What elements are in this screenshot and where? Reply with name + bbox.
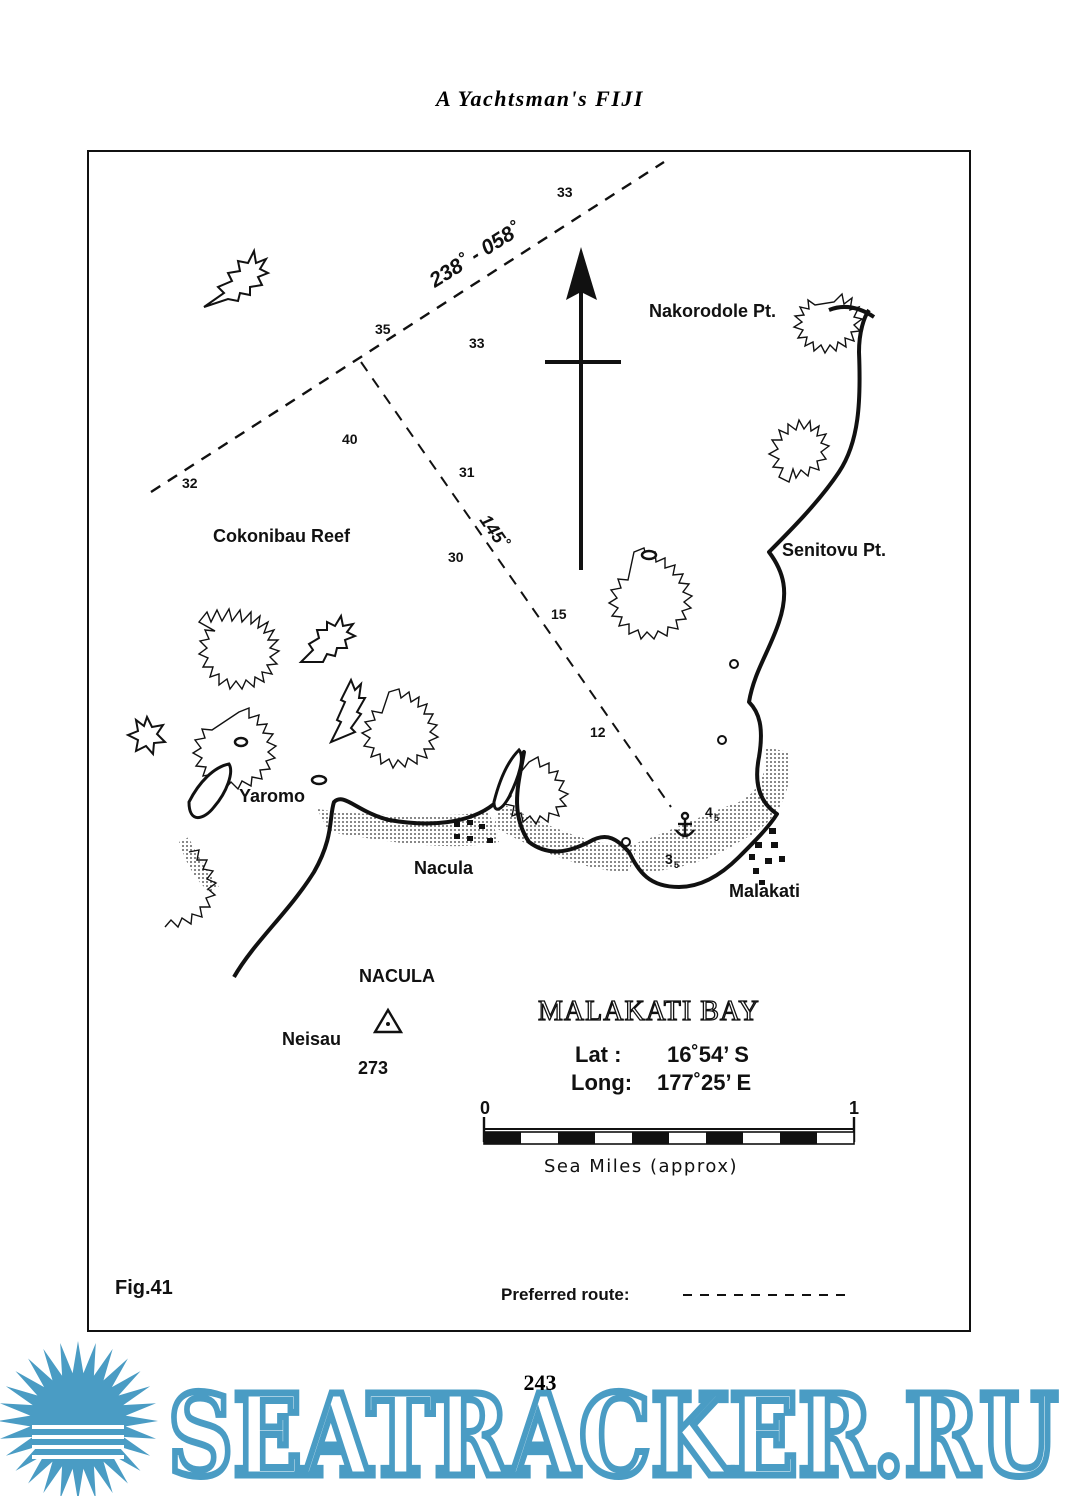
page-header-title: A Yachtsman's FIJI [436, 86, 644, 111]
sounding-15: 15 [551, 606, 567, 622]
leading-line-238-058 [151, 162, 664, 492]
scale-start: 0 [480, 1098, 491, 1118]
neisau-peak-icon [375, 1010, 401, 1032]
nautical-chart [89, 152, 969, 1330]
label-cokonibau-reef: Cokonibau Reef [213, 526, 351, 546]
islet-senitovu [642, 551, 656, 559]
reef-edge-east [794, 294, 862, 353]
latitude-value: 16˚54’ S [667, 1042, 749, 1067]
reef-edge-nacula-bay [362, 689, 568, 824]
malakati-village-symbol [749, 828, 785, 885]
reef-edge-east-lower [769, 420, 829, 482]
longitude-value: 177˚25’ E [657, 1070, 752, 1095]
sounding-30: 30 [448, 549, 464, 565]
rock-3 [622, 838, 630, 846]
sounding-33: 33 [469, 335, 485, 351]
bearing-238-058: 238˚ - 058˚ [425, 218, 525, 293]
sounding-12: 12 [590, 724, 606, 740]
anchor-icon [676, 813, 694, 836]
breaker-symbol-reef [301, 616, 355, 662]
label-nakorodole-pt: Nakorodole Pt. [649, 301, 777, 321]
sounding-35: 35 [375, 321, 391, 337]
label-nacula-village: Nacula [414, 858, 474, 878]
label-senitovu-pt: Senitovu Pt. [782, 540, 887, 560]
scale-label: Sea Miles (approx) [544, 1156, 739, 1177]
rock-2 [718, 736, 726, 744]
sounding-40: 40 [342, 431, 358, 447]
reef-edge-cokonibau [193, 609, 279, 789]
label-neisau: Neisau [282, 1029, 342, 1049]
latitude-label: Lat : [575, 1042, 622, 1067]
label-malakati: Malakati [729, 881, 801, 901]
seatracker-watermark [0, 1335, 1080, 1496]
label-neisau-height: 273 [358, 1058, 389, 1078]
bearing-145: 145˚ [475, 510, 513, 552]
sounding-3: 3 [665, 851, 673, 867]
sounding-3-subscript: 5 [674, 860, 680, 870]
reef-edge-senitovu [609, 548, 692, 639]
figure-label: Fig.41 [115, 1277, 173, 1299]
breaker-symbol-nw [204, 251, 268, 307]
sounding-4-subscript: 5 [714, 813, 720, 823]
rock-1 [730, 660, 738, 668]
watermark-text: SEATRACKER.RU [168, 1371, 1058, 1496]
islet-yaromo-long [189, 764, 231, 818]
sounding-31: 31 [459, 464, 475, 480]
scale-bar [484, 1117, 854, 1144]
islet-small-1 [235, 738, 247, 746]
islet-yaromo [312, 776, 326, 784]
north-arrow [545, 247, 621, 570]
star-rock-symbol [128, 717, 165, 754]
chart-frame [87, 150, 971, 1332]
breaker-symbol-reef-2 [331, 680, 365, 742]
page-number: 243 [523, 1370, 557, 1395]
label-yaromo: Yaromo [239, 786, 306, 806]
route-legend-label: Preferred route: [501, 1285, 630, 1304]
longitude-label: Long: [571, 1070, 633, 1095]
sounding-4: 4 [705, 804, 713, 820]
approach-line-145 [361, 362, 671, 807]
label-nacula-island: NACULA [359, 966, 435, 986]
scale-end: 1 [849, 1098, 860, 1118]
sounding-33-north: 33 [557, 184, 573, 200]
sounding-32: 32 [182, 475, 198, 491]
sun-logo-icon [0, 1341, 158, 1496]
bay-title: MALAKATI BAY [538, 996, 760, 1027]
